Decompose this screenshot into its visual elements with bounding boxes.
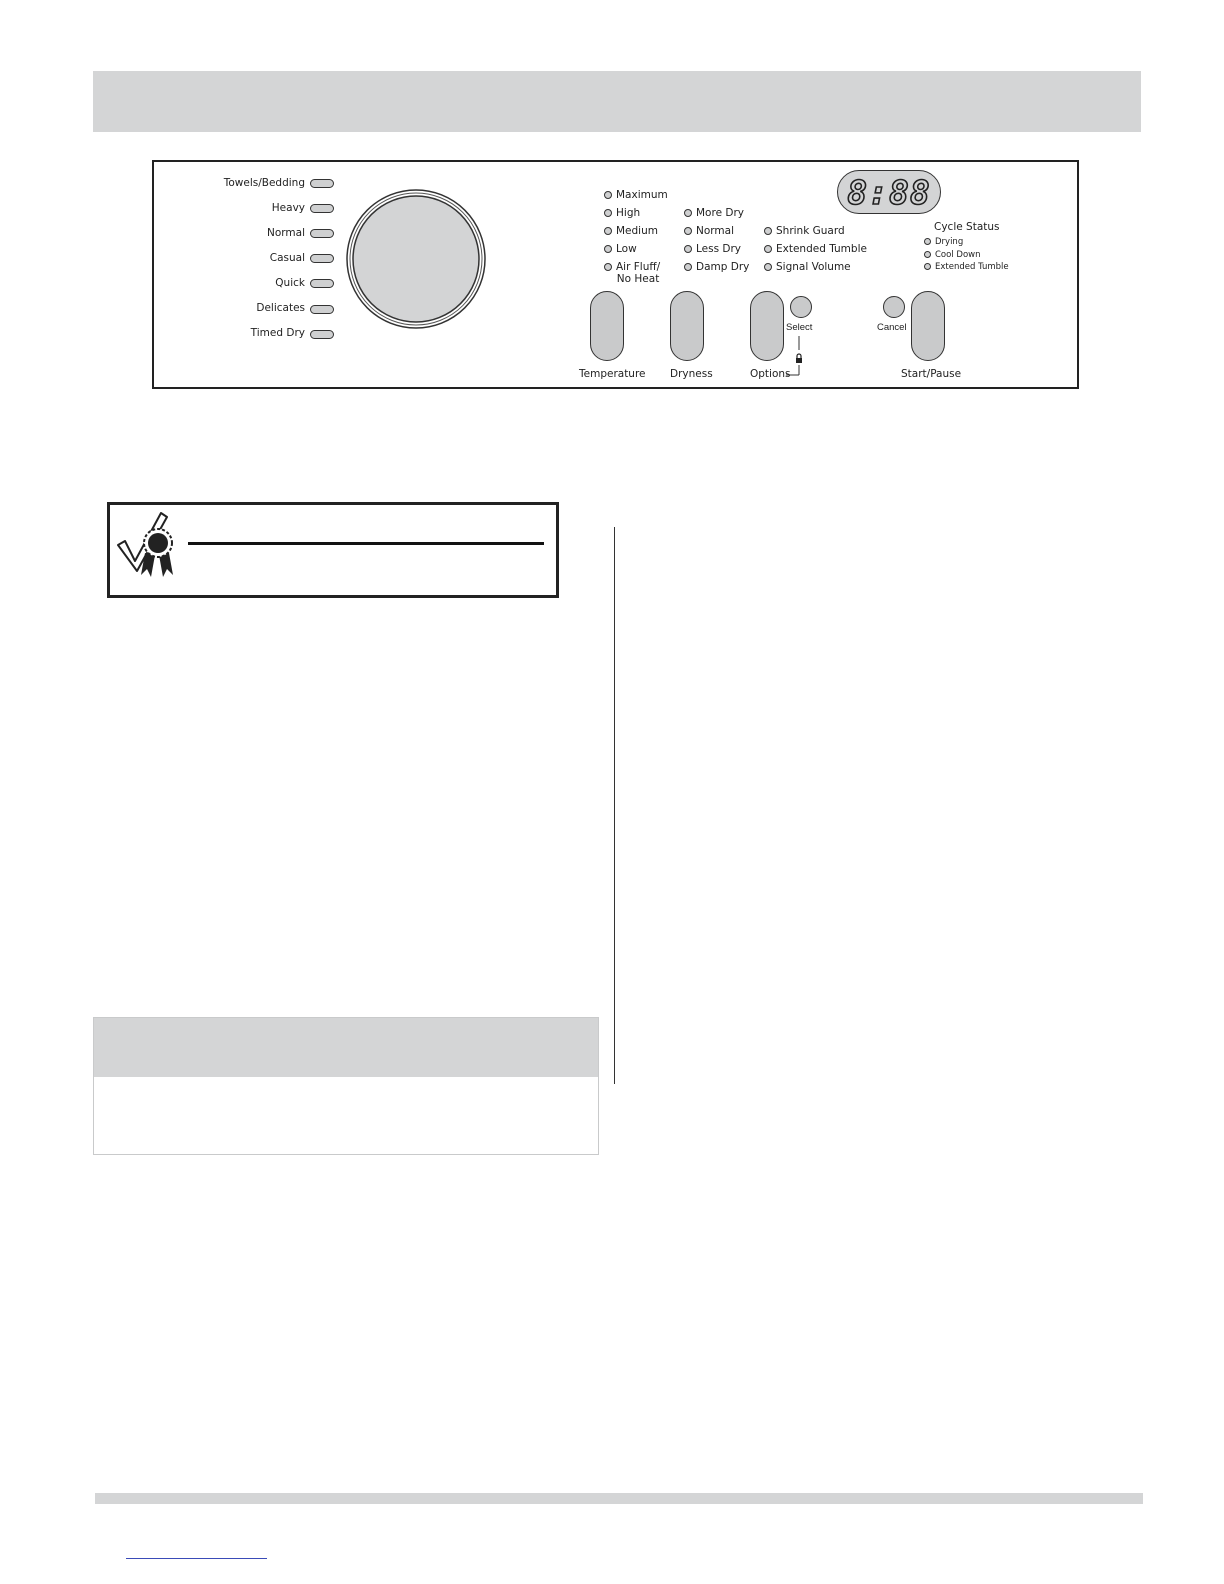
- column-divider: [614, 527, 615, 1084]
- tip-rule: [188, 542, 544, 545]
- cycle-label: Heavy: [271, 202, 305, 214]
- air-fluff-line: Air Fluff/: [616, 261, 661, 273]
- option-indicator: [604, 189, 668, 207]
- select-button[interactable]: [790, 296, 812, 318]
- option-indicator: [684, 243, 749, 261]
- option-indicator: [764, 261, 867, 279]
- option-indicator: [764, 225, 867, 243]
- digital-display: [837, 170, 941, 214]
- indicator-led: [604, 227, 612, 235]
- indicator-led: [604, 263, 612, 271]
- indicator-led: [684, 227, 692, 235]
- dryness-options: [684, 207, 749, 279]
- control-panel-diagram: [152, 160, 1079, 389]
- cycle-label: Delicates: [256, 302, 305, 314]
- status-label: Extended Tumble: [935, 262, 1009, 272]
- options-button[interactable]: [750, 291, 784, 361]
- option-label: Extended Tumble: [776, 243, 867, 255]
- option-label: Low: [616, 243, 637, 255]
- dryness-button-label: Dryness: [670, 368, 713, 380]
- checkmark-ribbon-icon: [115, 509, 179, 581]
- cycle-selector-knob[interactable]: [344, 187, 488, 331]
- dryness-button[interactable]: [670, 291, 704, 361]
- cycle-label: Towels/Bedding: [223, 177, 305, 189]
- cycle-led: [310, 179, 334, 188]
- option-label: Normal: [696, 225, 734, 237]
- option-indicator: [604, 225, 668, 243]
- status-indicator: [924, 262, 1044, 275]
- cycle-led: [310, 229, 334, 238]
- temperature-options: [604, 189, 668, 285]
- tip-box: [107, 502, 559, 598]
- option-indicator: [604, 207, 668, 225]
- option-label: High: [616, 207, 641, 219]
- note-header: [94, 1018, 598, 1077]
- option-label: Damp Dry: [696, 261, 750, 273]
- indicator-led: [684, 263, 692, 271]
- cycle-status-title: Cycle Status: [934, 221, 1000, 233]
- display-digits: 8:88: [847, 172, 931, 212]
- option-indicator: [684, 225, 749, 243]
- status-indicator: [924, 250, 1044, 263]
- indicator-led: [684, 209, 692, 217]
- option-indicator: [764, 243, 867, 261]
- cancel-button[interactable]: [883, 296, 905, 318]
- temperature-button[interactable]: [590, 291, 624, 361]
- cancel-button-label: Cancel: [877, 322, 907, 333]
- indicator-led: [924, 263, 931, 270]
- indicator-led: [924, 251, 931, 258]
- status-label: Drying: [935, 237, 964, 247]
- start-pause-button-label: Start/Pause: [901, 368, 962, 380]
- options-button-label: Options: [750, 368, 791, 380]
- option-label: Medium: [616, 225, 658, 237]
- cycle-list: [154, 162, 339, 391]
- option-label: More Dry: [696, 207, 744, 219]
- footer-link-underline[interactable]: [126, 1558, 267, 1559]
- temperature-button-label: Temperature: [579, 368, 646, 380]
- cycle-label: Casual: [269, 252, 305, 264]
- cycle-label: Quick: [275, 277, 305, 289]
- cycle-led: [310, 204, 334, 213]
- select-button-label: Select: [786, 322, 813, 333]
- indicator-led: [764, 245, 772, 253]
- indicator-led: [604, 191, 612, 199]
- status-label: Cool Down: [935, 249, 981, 260]
- lock-icon: [784, 334, 804, 378]
- option-label: Less Dry: [696, 243, 742, 255]
- start-pause-button[interactable]: [911, 291, 945, 361]
- cycle-led: [310, 254, 334, 263]
- option-indicator: [604, 261, 668, 285]
- cycle-status: [924, 221, 1044, 275]
- note-box: [93, 1017, 599, 1155]
- indicator-led: [684, 245, 692, 253]
- indicator-led: [764, 227, 772, 235]
- indicator-led: [764, 263, 772, 271]
- footer-bar: [95, 1493, 1143, 1504]
- header-bar: [93, 71, 1141, 132]
- cycle-led: [310, 330, 334, 339]
- cycle-led: [310, 305, 334, 314]
- indicator-led: [604, 209, 612, 217]
- cycle-led: [310, 279, 334, 288]
- no-heat-line: No Heat: [616, 273, 660, 285]
- option-indicator: [684, 261, 749, 279]
- option-indicator: [684, 207, 749, 225]
- option-label: [616, 261, 660, 285]
- cycle-label: Timed Dry: [250, 327, 305, 339]
- status-indicator: [924, 237, 1044, 250]
- option-label: Signal Volume: [776, 261, 851, 273]
- option-label: Shrink Guard: [776, 225, 845, 237]
- indicator-led: [604, 245, 612, 253]
- extra-options: [764, 225, 867, 279]
- cycle-label: Normal: [267, 227, 305, 239]
- option-label: Maximum: [616, 189, 668, 201]
- indicator-led: [924, 238, 931, 245]
- option-indicator: [604, 243, 668, 261]
